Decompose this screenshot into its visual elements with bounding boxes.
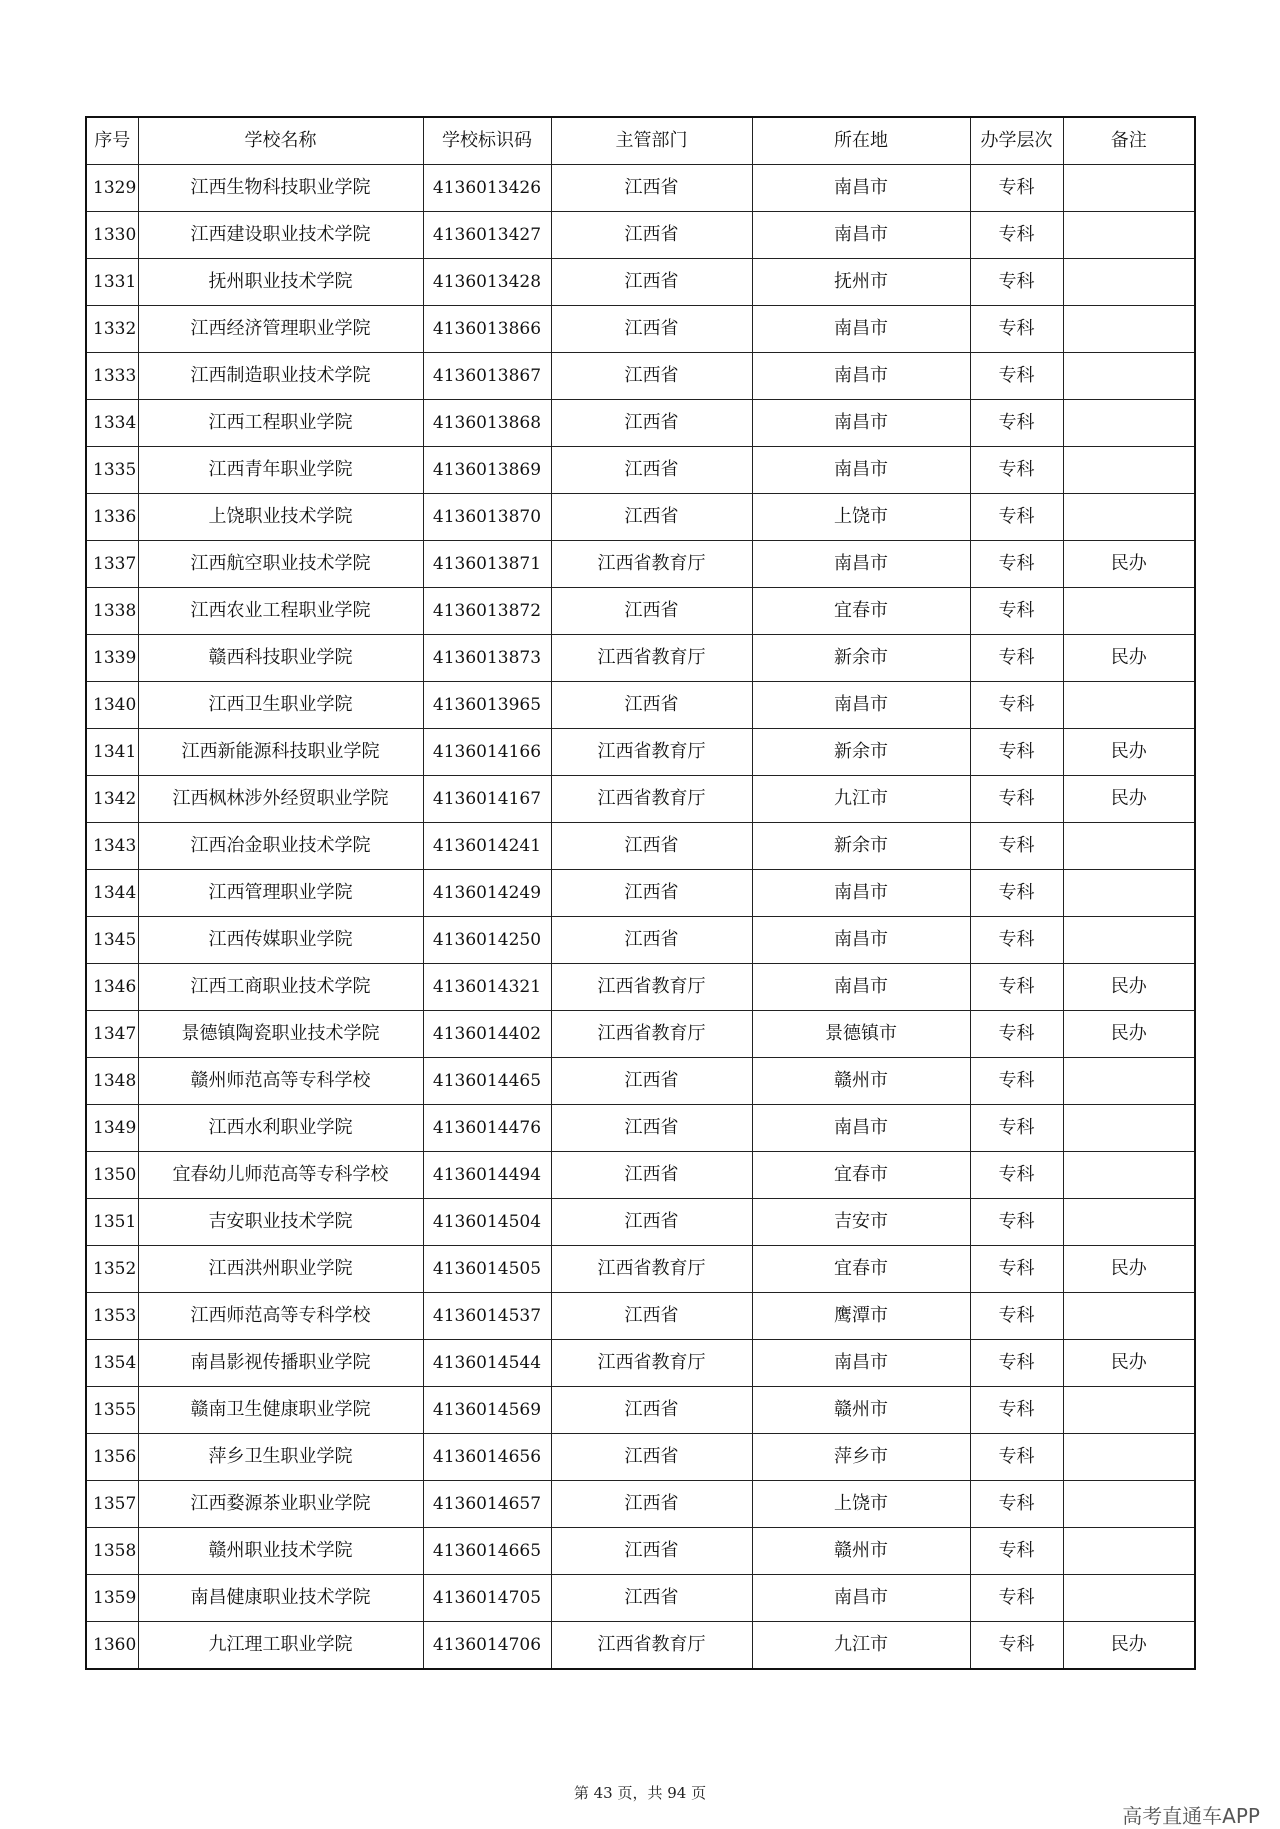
cell-index: 1337 (86, 541, 138, 588)
cell-level: 专科 (970, 682, 1063, 729)
cell-department: 江西省 (551, 1528, 752, 1575)
cell-school-code: 4136014665 (423, 1528, 551, 1575)
cell-school-code: 4136014656 (423, 1434, 551, 1481)
cell-location: 九江市 (752, 1622, 970, 1670)
cell-index: 1334 (86, 400, 138, 447)
cell-location: 南昌市 (752, 1105, 970, 1152)
cell-school-code: 4136014402 (423, 1011, 551, 1058)
cell-location: 南昌市 (752, 1340, 970, 1387)
cell-department: 江西省教育厅 (551, 729, 752, 776)
cell-location: 南昌市 (752, 541, 970, 588)
cell-location: 南昌市 (752, 165, 970, 212)
cell-department: 江西省教育厅 (551, 635, 752, 682)
cell-school-code: 4136014494 (423, 1152, 551, 1199)
cell-note (1063, 917, 1195, 964)
cell-school-name: 江西工程职业学院 (138, 400, 423, 447)
school-list-table-container (85, 116, 1196, 1670)
table-row (86, 964, 1195, 1011)
cell-location: 南昌市 (752, 1575, 970, 1622)
cell-department: 江西省 (551, 1152, 752, 1199)
cell-school-code: 4136014465 (423, 1058, 551, 1105)
cell-school-name: 赣州师范高等专科学校 (138, 1058, 423, 1105)
table-row (86, 1293, 1195, 1340)
cell-school-code: 4136014321 (423, 964, 551, 1011)
cell-department: 江西省 (551, 212, 752, 259)
cell-note: 民办 (1063, 964, 1195, 1011)
cell-note (1063, 212, 1195, 259)
table-row (86, 729, 1195, 776)
cell-note (1063, 259, 1195, 306)
cell-level: 专科 (970, 1434, 1063, 1481)
cell-note: 民办 (1063, 1011, 1195, 1058)
cell-school-name: 江西管理职业学院 (138, 870, 423, 917)
cell-level: 专科 (970, 259, 1063, 306)
cell-index: 1352 (86, 1246, 138, 1293)
cell-index: 1351 (86, 1199, 138, 1246)
cell-level: 专科 (970, 212, 1063, 259)
cell-index: 1340 (86, 682, 138, 729)
cell-school-code: 4136014476 (423, 1105, 551, 1152)
cell-index: 1355 (86, 1387, 138, 1434)
cell-index: 1343 (86, 823, 138, 870)
cell-location: 南昌市 (752, 400, 970, 447)
cell-department: 江西省 (551, 259, 752, 306)
cell-department: 江西省 (551, 1199, 752, 1246)
cell-school-code: 4136014569 (423, 1387, 551, 1434)
header-level: 办学层次 (970, 117, 1063, 165)
cell-school-code: 4136014706 (423, 1622, 551, 1670)
table-row (86, 635, 1195, 682)
cell-note: 民办 (1063, 1340, 1195, 1387)
table-row (86, 494, 1195, 541)
cell-school-name: 景德镇陶瓷职业技术学院 (138, 1011, 423, 1058)
cell-school-code: 4136013428 (423, 259, 551, 306)
cell-note (1063, 447, 1195, 494)
cell-school-name: 江西建设职业技术学院 (138, 212, 423, 259)
cell-department: 江西省 (551, 1058, 752, 1105)
cell-school-name: 江西经济管理职业学院 (138, 306, 423, 353)
cell-school-name: 九江理工职业学院 (138, 1622, 423, 1670)
cell-index: 1350 (86, 1152, 138, 1199)
header-note: 备注 (1063, 117, 1195, 165)
cell-note (1063, 1387, 1195, 1434)
cell-level: 专科 (970, 1105, 1063, 1152)
cell-index: 1356 (86, 1434, 138, 1481)
cell-school-code: 4136013866 (423, 306, 551, 353)
cell-location: 宜春市 (752, 1152, 970, 1199)
cell-school-code: 4136014504 (423, 1199, 551, 1246)
cell-location: 南昌市 (752, 306, 970, 353)
table-row (86, 165, 1195, 212)
cell-school-code: 4136014167 (423, 776, 551, 823)
table-row (86, 917, 1195, 964)
cell-school-name: 江西青年职业学院 (138, 447, 423, 494)
cell-school-code: 4136014166 (423, 729, 551, 776)
cell-note (1063, 823, 1195, 870)
cell-school-name: 江西冶金职业技术学院 (138, 823, 423, 870)
cell-school-code: 4136013427 (423, 212, 551, 259)
cell-location: 赣州市 (752, 1528, 970, 1575)
cell-index: 1339 (86, 635, 138, 682)
cell-note (1063, 306, 1195, 353)
cell-level: 专科 (970, 870, 1063, 917)
cell-location: 南昌市 (752, 447, 970, 494)
cell-department: 江西省 (551, 1481, 752, 1528)
cell-note (1063, 165, 1195, 212)
cell-school-code: 4136013867 (423, 353, 551, 400)
cell-school-code: 4136014250 (423, 917, 551, 964)
table-row (86, 400, 1195, 447)
header-school-code: 学校标识码 (423, 117, 551, 165)
cell-level: 专科 (970, 729, 1063, 776)
school-list-table (85, 116, 1196, 1670)
cell-level: 专科 (970, 1622, 1063, 1670)
cell-location: 南昌市 (752, 870, 970, 917)
cell-level: 专科 (970, 1481, 1063, 1528)
cell-note (1063, 494, 1195, 541)
cell-level: 专科 (970, 1152, 1063, 1199)
cell-location: 南昌市 (752, 682, 970, 729)
table-row (86, 306, 1195, 353)
cell-department: 江西省 (551, 917, 752, 964)
cell-school-code: 4136013868 (423, 400, 551, 447)
cell-level: 专科 (970, 917, 1063, 964)
table-row (86, 588, 1195, 635)
cell-note (1063, 588, 1195, 635)
table-row (86, 823, 1195, 870)
cell-school-name: 江西新能源科技职业学院 (138, 729, 423, 776)
cell-level: 专科 (970, 353, 1063, 400)
cell-school-name: 吉安职业技术学院 (138, 1199, 423, 1246)
cell-location: 新余市 (752, 823, 970, 870)
cell-location: 宜春市 (752, 1246, 970, 1293)
cell-note: 民办 (1063, 776, 1195, 823)
cell-note: 民办 (1063, 1622, 1195, 1670)
cell-school-name: 江西传媒职业学院 (138, 917, 423, 964)
cell-index: 1354 (86, 1340, 138, 1387)
cell-level: 专科 (970, 1199, 1063, 1246)
cell-note (1063, 1575, 1195, 1622)
cell-index: 1335 (86, 447, 138, 494)
table-row (86, 353, 1195, 400)
table-row (86, 1481, 1195, 1528)
cell-department: 江西省教育厅 (551, 964, 752, 1011)
cell-note (1063, 1528, 1195, 1575)
cell-school-code: 4136014241 (423, 823, 551, 870)
cell-department: 江西省教育厅 (551, 1622, 752, 1670)
table-row (86, 682, 1195, 729)
cell-school-name: 南昌影视传播职业学院 (138, 1340, 423, 1387)
table-row (86, 1622, 1195, 1670)
header-department: 主管部门 (551, 117, 752, 165)
cell-location: 上饶市 (752, 1481, 970, 1528)
cell-index: 1344 (86, 870, 138, 917)
cell-department: 江西省教育厅 (551, 1011, 752, 1058)
cell-location: 九江市 (752, 776, 970, 823)
cell-school-code: 4136013872 (423, 588, 551, 635)
cell-location: 南昌市 (752, 917, 970, 964)
cell-level: 专科 (970, 964, 1063, 1011)
cell-level: 专科 (970, 165, 1063, 212)
cell-school-name: 江西生物科技职业学院 (138, 165, 423, 212)
cell-department: 江西省教育厅 (551, 541, 752, 588)
table-row (86, 1105, 1195, 1152)
cell-school-code: 4136013871 (423, 541, 551, 588)
cell-index: 1358 (86, 1528, 138, 1575)
cell-school-code: 4136013965 (423, 682, 551, 729)
cell-school-name: 江西制造职业技术学院 (138, 353, 423, 400)
cell-school-code: 4136013870 (423, 494, 551, 541)
table-row (86, 1152, 1195, 1199)
table-row (86, 1011, 1195, 1058)
cell-department: 江西省 (551, 447, 752, 494)
cell-note (1063, 400, 1195, 447)
cell-level: 专科 (970, 1246, 1063, 1293)
cell-school-name: 赣南卫生健康职业学院 (138, 1387, 423, 1434)
cell-school-code: 4136014505 (423, 1246, 551, 1293)
cell-school-name: 抚州职业技术学院 (138, 259, 423, 306)
table-row (86, 1246, 1195, 1293)
table-body (86, 165, 1195, 1670)
header-index: 序号 (86, 117, 138, 165)
cell-level: 专科 (970, 306, 1063, 353)
cell-department: 江西省教育厅 (551, 1246, 752, 1293)
table-row (86, 541, 1195, 588)
cell-level: 专科 (970, 1011, 1063, 1058)
cell-index: 1341 (86, 729, 138, 776)
cell-index: 1336 (86, 494, 138, 541)
cell-department: 江西省 (551, 165, 752, 212)
cell-note (1063, 870, 1195, 917)
cell-index: 1360 (86, 1622, 138, 1670)
cell-location: 萍乡市 (752, 1434, 970, 1481)
cell-school-code: 4136013869 (423, 447, 551, 494)
cell-department: 江西省 (551, 1575, 752, 1622)
cell-department: 江西省教育厅 (551, 1340, 752, 1387)
cell-level: 专科 (970, 447, 1063, 494)
cell-school-code: 4136014544 (423, 1340, 551, 1387)
cell-note: 民办 (1063, 541, 1195, 588)
cell-note (1063, 353, 1195, 400)
cell-location: 新余市 (752, 635, 970, 682)
cell-index: 1347 (86, 1011, 138, 1058)
table-row (86, 870, 1195, 917)
table-row (86, 776, 1195, 823)
cell-level: 专科 (970, 1387, 1063, 1434)
watermark-text: 高考直通车APP (1122, 1804, 1260, 1828)
cell-department: 江西省 (551, 1105, 752, 1152)
cell-school-name: 江西师范高等专科学校 (138, 1293, 423, 1340)
cell-note: 民办 (1063, 729, 1195, 776)
table-row (86, 1058, 1195, 1105)
table-row (86, 1528, 1195, 1575)
cell-index: 1359 (86, 1575, 138, 1622)
cell-note (1063, 1481, 1195, 1528)
cell-index: 1332 (86, 306, 138, 353)
cell-school-code: 4136014705 (423, 1575, 551, 1622)
cell-department: 江西省 (551, 1293, 752, 1340)
cell-school-name: 江西工商职业技术学院 (138, 964, 423, 1011)
cell-index: 1345 (86, 917, 138, 964)
cell-department: 江西省 (551, 353, 752, 400)
cell-note (1063, 1434, 1195, 1481)
cell-location: 南昌市 (752, 212, 970, 259)
cell-note: 民办 (1063, 1246, 1195, 1293)
cell-department: 江西省 (551, 400, 752, 447)
table-row (86, 259, 1195, 306)
table-header-row (86, 117, 1195, 165)
cell-level: 专科 (970, 1293, 1063, 1340)
cell-level: 专科 (970, 588, 1063, 635)
cell-department: 江西省 (551, 588, 752, 635)
header-location: 所在地 (752, 117, 970, 165)
cell-location: 鹰潭市 (752, 1293, 970, 1340)
cell-location: 赣州市 (752, 1387, 970, 1434)
cell-department: 江西省 (551, 870, 752, 917)
cell-school-code: 4136014657 (423, 1481, 551, 1528)
cell-department: 江西省 (551, 682, 752, 729)
cell-school-name: 南昌健康职业技术学院 (138, 1575, 423, 1622)
cell-school-name: 江西航空职业技术学院 (138, 541, 423, 588)
cell-index: 1353 (86, 1293, 138, 1340)
cell-note (1063, 682, 1195, 729)
cell-school-name: 江西婺源茶业职业学院 (138, 1481, 423, 1528)
cell-level: 专科 (970, 635, 1063, 682)
cell-note (1063, 1152, 1195, 1199)
cell-level: 专科 (970, 1340, 1063, 1387)
table-row (86, 212, 1195, 259)
cell-school-name: 江西卫生职业学院 (138, 682, 423, 729)
cell-location: 新余市 (752, 729, 970, 776)
cell-index: 1357 (86, 1481, 138, 1528)
cell-school-code: 4136013873 (423, 635, 551, 682)
cell-index: 1348 (86, 1058, 138, 1105)
cell-index: 1349 (86, 1105, 138, 1152)
cell-school-code: 4136014537 (423, 1293, 551, 1340)
cell-level: 专科 (970, 541, 1063, 588)
cell-index: 1329 (86, 165, 138, 212)
cell-note (1063, 1293, 1195, 1340)
cell-level: 专科 (970, 1528, 1063, 1575)
cell-department: 江西省 (551, 494, 752, 541)
cell-school-name: 赣州职业技术学院 (138, 1528, 423, 1575)
cell-school-name: 江西洪州职业学院 (138, 1246, 423, 1293)
cell-school-name: 宜春幼儿师范高等专科学校 (138, 1152, 423, 1199)
cell-index: 1346 (86, 964, 138, 1011)
cell-department: 江西省 (551, 306, 752, 353)
table-row (86, 1199, 1195, 1246)
cell-note (1063, 1199, 1195, 1246)
cell-school-name: 江西水利职业学院 (138, 1105, 423, 1152)
cell-school-name: 萍乡卫生职业学院 (138, 1434, 423, 1481)
cell-level: 专科 (970, 1058, 1063, 1105)
cell-level: 专科 (970, 776, 1063, 823)
cell-index: 1331 (86, 259, 138, 306)
cell-school-name: 江西农业工程职业学院 (138, 588, 423, 635)
cell-department: 江西省 (551, 823, 752, 870)
cell-school-name: 赣西科技职业学院 (138, 635, 423, 682)
cell-location: 吉安市 (752, 1199, 970, 1246)
table-row (86, 1340, 1195, 1387)
cell-department: 江西省 (551, 1387, 752, 1434)
cell-location: 抚州市 (752, 259, 970, 306)
cell-level: 专科 (970, 823, 1063, 870)
cell-location: 景德镇市 (752, 1011, 970, 1058)
cell-location: 南昌市 (752, 964, 970, 1011)
cell-index: 1338 (86, 588, 138, 635)
cell-location: 宜春市 (752, 588, 970, 635)
cell-note: 民办 (1063, 635, 1195, 682)
table-row (86, 1434, 1195, 1481)
cell-school-code: 4136013426 (423, 165, 551, 212)
cell-note (1063, 1058, 1195, 1105)
cell-note (1063, 1105, 1195, 1152)
cell-level: 专科 (970, 400, 1063, 447)
cell-location: 赣州市 (752, 1058, 970, 1105)
cell-department: 江西省教育厅 (551, 776, 752, 823)
cell-level: 专科 (970, 494, 1063, 541)
header-school-name: 学校名称 (138, 117, 423, 165)
page-footer: 第 43 页，共 94 页 (573, 1784, 707, 1802)
cell-location: 上饶市 (752, 494, 970, 541)
cell-school-name: 上饶职业技术学院 (138, 494, 423, 541)
cell-level: 专科 (970, 1575, 1063, 1622)
cell-department: 江西省 (551, 1434, 752, 1481)
table-row (86, 447, 1195, 494)
cell-index: 1333 (86, 353, 138, 400)
cell-index: 1342 (86, 776, 138, 823)
table-row (86, 1387, 1195, 1434)
cell-school-name: 江西枫林涉外经贸职业学院 (138, 776, 423, 823)
cell-location: 南昌市 (752, 353, 970, 400)
table-row (86, 1575, 1195, 1622)
cell-school-code: 4136014249 (423, 870, 551, 917)
cell-index: 1330 (86, 212, 138, 259)
